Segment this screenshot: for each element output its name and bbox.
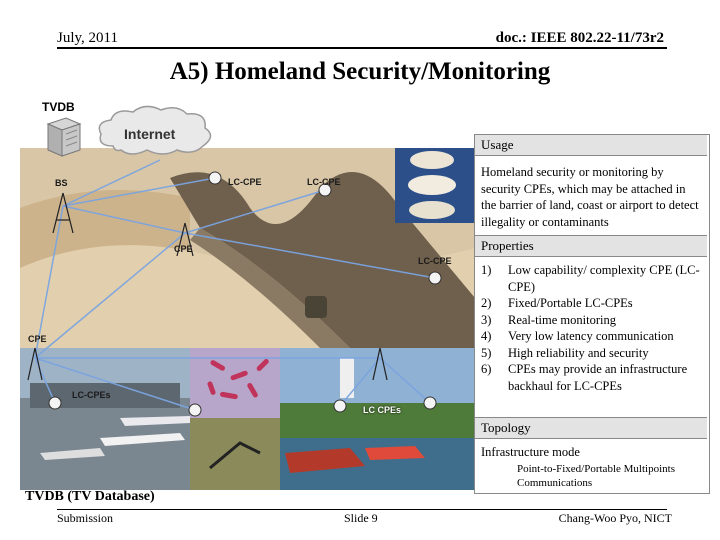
atv-rider: [305, 296, 327, 318]
info-panel: [474, 134, 710, 494]
topology-subtext: Point-to-Fixed/Portable Multipoints Communications: [517, 463, 675, 489]
property-item: [481, 361, 703, 394]
property-text: Very low latency communication: [508, 329, 674, 343]
scenario-collage: [20, 148, 475, 490]
property-number: 5): [481, 345, 492, 360]
sample-2: [408, 175, 456, 195]
label-lc-cpe-3: LC-CPE: [418, 256, 452, 266]
tvdb-footnote: TVDB (TV Database): [25, 489, 155, 504]
property-item: [481, 262, 703, 295]
properties-list: [481, 262, 703, 394]
property-text: Fixed/Portable LC-CPEs: [508, 296, 633, 310]
property-number: 3): [481, 312, 492, 327]
collage-scene: [20, 148, 475, 490]
label-bs: BS: [55, 178, 68, 188]
server-icon: [44, 116, 84, 158]
property-item: [481, 295, 703, 312]
label-lc-cpe-1: LC-CPE: [228, 177, 262, 187]
property-item: [481, 328, 703, 345]
footer-author: Chang-Woo Pyo, NICT: [558, 511, 672, 525]
property-text: High reliability and security: [508, 345, 649, 360]
property-number: 1): [481, 263, 492, 277]
property-text: Real-time monitoring: [508, 312, 616, 327]
label-lc-cpes-1: LC-CPEs: [72, 390, 111, 400]
property-text: Low capability/ complexity CPE (LC-CPE): [508, 263, 700, 294]
label-lc-cpe-2: LC-CPE: [307, 177, 341, 187]
property-number: 2): [481, 296, 492, 310]
label-lc-cpes-2: LC CPEs: [363, 405, 402, 415]
footer-rule: [57, 509, 667, 510]
footer-submission: Submission: [57, 511, 114, 525]
slide-title: A5) Homeland Security/Monitoring: [169, 58, 551, 85]
sample-1: [410, 151, 454, 169]
label-cpe-1: CPE: [174, 244, 193, 254]
properties-heading: Properties: [475, 235, 707, 257]
mosquito-photo: [190, 418, 280, 490]
property-number: 4): [481, 329, 492, 343]
patrol-boat-2: [365, 446, 425, 460]
usage-text: Homeland security or monitoring by security CPEs, which may be attached in the barrier of land, coast or airport to detect illegality or contaminants: [481, 165, 699, 229]
usage-heading: Usage: [475, 135, 707, 156]
header-doc-id: doc.: IEEE 802.22-11/73r2: [495, 30, 664, 46]
label-cpe-2: CPE: [28, 334, 47, 344]
property-number: 6): [481, 362, 492, 376]
property-item: [481, 345, 703, 362]
internet-label: Internet: [124, 126, 176, 142]
property-text: CPEs may provide an infrastructure backhaul for LC-CPEs: [508, 362, 688, 393]
topology-mode: Infrastructure mode: [481, 445, 580, 459]
property-item: [481, 312, 703, 329]
tvdb-label: TVDB: [42, 100, 75, 114]
footer-slide-number: Slide 9: [344, 511, 378, 525]
header-date: July, 2011: [57, 30, 118, 46]
sample-3: [409, 201, 455, 219]
topology-heading: Topology: [475, 417, 707, 439]
header-rule: [57, 47, 667, 49]
